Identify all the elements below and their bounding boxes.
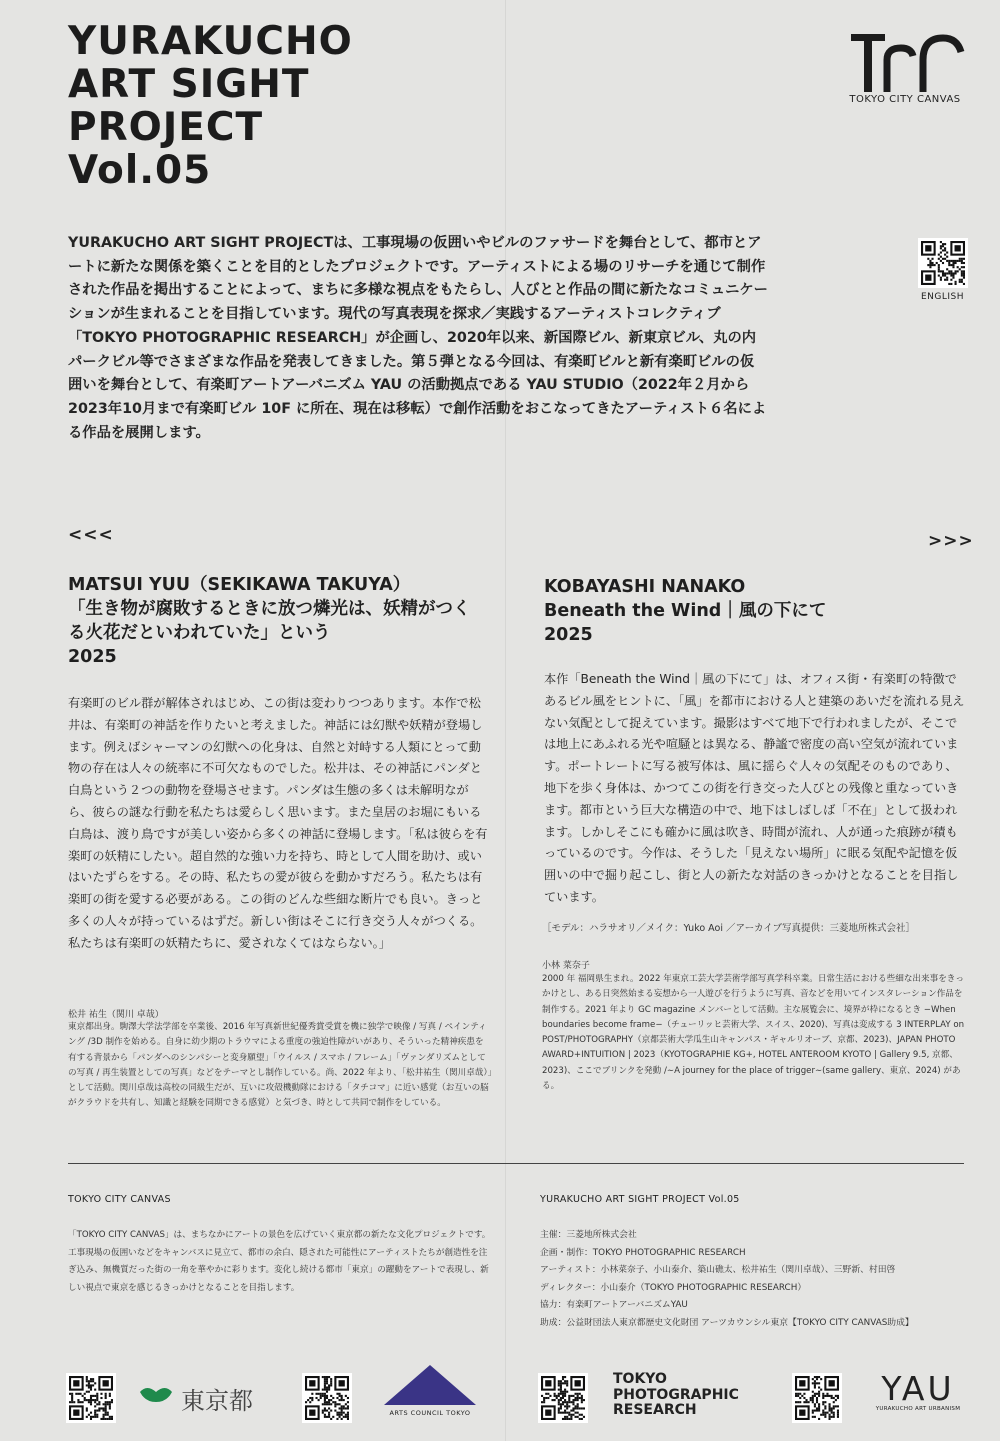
arts-council-mountain-icon (382, 1363, 478, 1407)
tcc-heading: TOKYO CITY CANVAS (68, 1194, 171, 1205)
yau-logo-mark: YAU (881, 1369, 955, 1408)
title-line: YURAKUCHO (68, 19, 353, 64)
credit-line: 協力：有楽町アートアーバニズムYAU (540, 1300, 688, 1311)
intro-paragraph: YURAKUCHO ART SIGHT PROJECTは、工事現場の仮囲いやビルのファサードを舞台として、都市とアートに新たな関係を築くことを目的としたプロジェクトです。アーティストによる場のリサーチを通じて制作された作品を掲出することによって、まちに多様な視点をもたらし、人びとと作品の間に新たなコミュニケーションが生まれることを目指しています。現代の写真表現を探求／実践するアーティストコレクティブ「TOKYO PHOTOGRAPHIC RESEARCH」が企画し、2020年以来、新国際ビル、新東京ビル、丸の内パークビル等でさまざまな作品を発表してきました。第５弾となる今回は、有楽町ビルと新有楽町ビルの仮囲いを舞台として、有楽町アートアーバニズム YAU の活動拠点である YAU STUDIO（2022年２月から2023年10月まで有楽町ビル 10F に所在、現在は移転）で創作活動をおこなってきたアーティスト６名による作品を展開します。 (68, 235, 768, 441)
credit-line: アーティスト：小林菜奈子、小山泰介、築山礁太、松井祐生（関川卓哉）、三野新、村田啓 (540, 1265, 896, 1276)
arts-council-tokyo-logo (372, 1363, 488, 1417)
right-work-description: 本作「Beneath the Wind｜風の下にて」は、オフィス街・有楽町の特徴であるビル風をヒントに、「風」を都市における人と建築のあいだを流れる見えない気配として捉えています。撮影はすべて地下で行われましたが、そこでは地上にあふれる光や喧騒とは異なる、静謐で密度の高い空気が流れています。ポートレートに写る被写体は、風に揺らぐ人々の気配そのものであり、地下を歩く身体は、かつてこの街を行き交った人びとの残像と重なっていきます。都市という巨大な構造の中で、地下はしばしば「不在」として扱われます。しかしそこにも確かに風は吹き、時間が流れ、人が通った痕跡が積もっているのです。今作は、そうした「見えない場所」に眠る気配や記憶を仮囲いの中で掘り起こし、街と人の新たな対話のきっかけとなることを目指しています。 (544, 672, 965, 904)
heading-line: 2025 (544, 625, 593, 645)
credit-line: 主催：三菱地所株式会社 (540, 1230, 637, 1240)
heading-line: KOBAYASHI NANAKO (544, 577, 746, 597)
right-work-credit: ［モデル：ハラサオリ／メイク：Yuko Aoi ／アーカイブ写真提供：三菱地所株式会社］ (542, 923, 915, 934)
project-credits (540, 1227, 914, 1333)
arts-council-label: ARTS COUNCIL TOKYO (389, 1409, 471, 1417)
qr-icon (541, 1376, 585, 1420)
qr-icon (921, 241, 965, 285)
qr-icon (795, 1376, 839, 1420)
yau-logo (868, 1369, 968, 1412)
tpr-logo-line: PHOTOGRAPHIC (613, 1386, 739, 1403)
heading-line: MATSUI YUU（SEKIKAWA TAKUYA） (68, 575, 411, 595)
left-work-description: 有楽町のビル群が解体されはじめ、この街は変わりつつあります。本作で松井は、有楽町の神話を作りたいと考えました。神話には幻獣や妖精が登場します。例えばシャーマンの幻獣への化身は、自然と対峙する人類にとって動物の存在は人々の統率に不可欠なものでした。松井は、その神話にパンダと白鳥という２つの動物を登場させます。パンダは生態の多くは未解明ながら、彼らの謎な行動を私たちは愛らしく思います。また皇居のお堀にもいる白鳥は、渡り鳥ですが美しい姿から多くの神話に登場します。「私は彼らを有楽町の妖精にしたい。超自然的な強い力を持ち、時として人間を助け、或いはいたずらをする。その時、私たちの愛が彼らを動かすだろう。私たちは有楽町の街を愛する必要がある。この街のどんな些細な断片でも良い。きっと多くの人々が持っているはずだ。新しい街はそこに行き交う人々がつくる。私たちは有楽町の妖精たちに、愛されなくてはならない。」 (68, 696, 488, 950)
left-work-heading (68, 573, 471, 669)
tcc-description: 「TOKYO CITY CANVAS」は、まちなかにアートの景色を広げていく東京都の新たな文化プロジェクトです。工事現場の仮囲いなどをキャンバスに見立て、都市の余白、隠された可能性にアーティストたちが創造性を注ぎ込み、無機質だった街の一角を華やかに彩ります。変化し続ける都市「東京」の躍動をアートで表現し、新しい視点で東京を感じるきっかけとなることを目指します。 (68, 1230, 491, 1293)
tokyo-metropolitan-logo (137, 1378, 267, 1418)
title-line: PROJECT (68, 105, 264, 150)
yau-qr-code[interactable] (792, 1373, 842, 1423)
title-line: Vol.05 (68, 148, 212, 193)
heading-line: 2025 (68, 647, 117, 667)
right-artist-name: 小林 菜奈子 (542, 961, 590, 971)
project-title (68, 20, 353, 192)
credit-line: 助成：公益財団法人東京都歴史文化財団 アーツカウンシル東京【TOKYO CITY CANVAS助成】 (540, 1317, 914, 1328)
tokyo-ginkgo-icon (137, 1380, 175, 1418)
credit-line: 企画・制作：TOKYO PHOTOGRAPHIC RESEARCH (540, 1247, 746, 1258)
tokyo-logo-text: 東京都 (181, 1387, 253, 1415)
tpr-qr-code[interactable] (538, 1373, 588, 1423)
qr-icon (305, 1376, 349, 1420)
tokyo-city-canvas-logo (840, 30, 970, 105)
yau-logo-label: YURAKUCHO ART URBANISM (875, 1406, 961, 1412)
next-arrow: >>> (928, 531, 974, 551)
heading-line: 「生き物が腐敗するときに放つ燐光は、妖精がつく (68, 599, 471, 619)
tokyo-qr-code[interactable] (66, 1373, 116, 1423)
english-qr-code[interactable] (918, 238, 968, 288)
panel-seam (505, 0, 506, 1441)
left-artist-bio: 東京都出身。駒澤大学法学部を卒業後、2016 年写真新世紀優秀賞受賞を機に独学で映像 / 写真 / ペインティング /3D 制作を始める。自身に幼少期のトラウマによる重度の強迫性障がいがあり、そういった精神疾患を有する背景から「パンダへのシンパシーと変身願望」「ウイルス / スマホ / フレーム」「ヴァンダリズムとしての写真 / 再生装置としての写真」などをテーマとし制作している。尚、2022 年より、「松井祐生（関川卓哉）」として活動。関川卓哉は高校の同級生だが、互いに攻殻機動隊における「タチコマ」に近い感覚（お互いの脳がクラウドを共有し、知識と経験を同期できる感覚）と気づき、時として共同で制作をしている。 (68, 1022, 492, 1109)
tcc-logo-mark (845, 30, 965, 92)
title-line: ART SIGHT (68, 62, 310, 107)
logo-label: TOKYO CITY CANVAS (849, 94, 961, 105)
tpr-logo-line: TOKYO (613, 1371, 667, 1387)
project-credits-heading: YURAKUCHO ART SIGHT PROJECT Vol.05 (540, 1194, 740, 1205)
heading-line: Beneath the Wind｜風の下にて (544, 601, 827, 621)
prev-arrow: <<< (68, 525, 114, 545)
qr-label: ENGLISH (921, 292, 965, 302)
qr-icon (69, 1376, 113, 1420)
footer-divider (68, 1163, 964, 1164)
arts-council-qr-code[interactable] (302, 1373, 352, 1423)
left-artist-name: 松井 祐生（関川 卓哉） (68, 1010, 164, 1020)
credit-line: ディレクター：小山泰介（TOKYO PHOTOGRAPHIC RESEARCH） (540, 1282, 807, 1293)
tokyo-photographic-research-logo (613, 1372, 739, 1419)
heading-line: る火花だといわれていた」という (68, 623, 331, 643)
right-artist-bio: 2000 年 福岡県生まれ。2022 年東京工芸大学芸術学部写真学科卒業。日常生活における些細な出来事をきっかけとし、ある日突然始まる妄想から一人遊びを行うように写真、音などを用いてインスタレーション作品を制作する。2021 年より GC magazine メンバーとして活動。主な展覧会に、境界が枠になるとき −When boundaries become frame−（チューリッヒ芸術大学、スイス、2020)、写真は変成する 3 INTERPLAY on POST/PHOTOGRAPHY（京都芸術大学瓜生山キャンパス・ギャルリオーブ、京都、2023)、JAPAN PHOTO AWARD+INTUITION | 2023（KYOTOGRAPHIE KG+, HOTEL ANTEROOM KYOTO | Gallery 9.5, 京都、2023)、ここでブリンクを発動 /∼A journey for the place of trigger∼(same gallery、東京、2024) がある。 (542, 974, 965, 1092)
tpr-logo-line: RESEARCH (613, 1402, 697, 1418)
right-work-heading (544, 575, 826, 647)
